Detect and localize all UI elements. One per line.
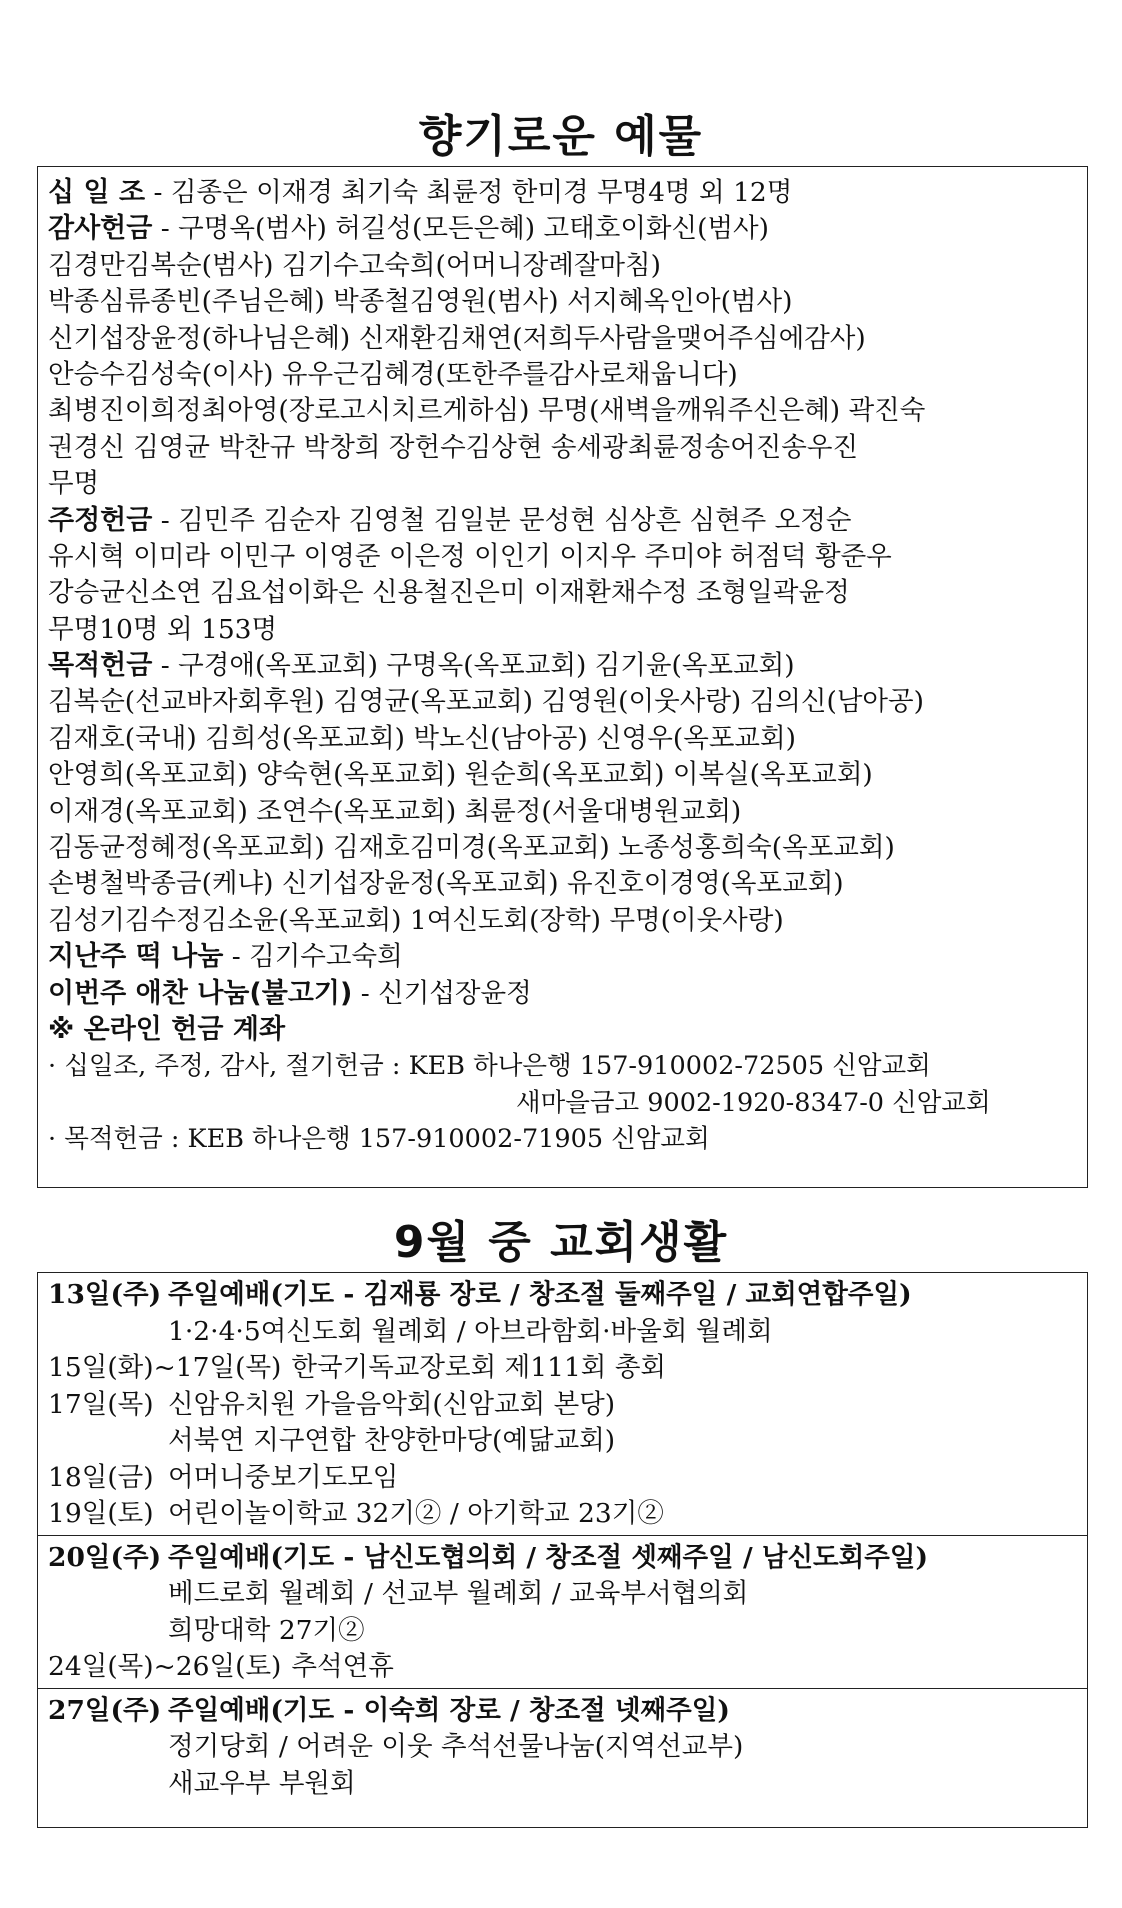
weekly-first: 김민주 김순자 김영철 김일분 문성현 심상흔 심현주 오정순 [178,504,852,536]
purpose-sep: - [152,650,179,682]
event-text: 주일예배(기도 - 이숙희 장로 / 창조절 넷째주일) [168,1694,730,1726]
purpose-line [38,648,1087,684]
event-text: 한국기독교장로회 제111회 총회 [291,1352,667,1383]
week-section [38,1273,1087,1535]
event-text: 희망대학 27기② [168,1614,365,1646]
event-row [38,1277,1087,1314]
purpose-names-line: 김성기김수정김소윤(옥포교회) 1여신도회(장학) 무명(이웃사랑) [48,904,784,936]
thanks-names-line: 권경신 김영균 박찬규 박창희 장헌수김상현 송세광최륜정송어진송우진 [48,431,859,463]
event-row [38,1496,1087,1533]
weekly-names-line: 유시혁 이미라 이민구 이영준 이은정 이인기 이지우 주미야 허점덕 황준우 [48,540,892,572]
purpose-names-line: 김재호(국내) 김희성(옥포교회) 박노신(남아공) 신영우(옥포교회) [48,722,796,754]
event-text: 서북연 지구연합 찬양한마당(예닮교회) [168,1425,616,1456]
thanks-sep: - [152,213,179,245]
calendar-box [37,1272,1088,1828]
event-row [38,1693,1087,1730]
offering-title: 향기로운 예물 [418,111,704,162]
event-text: 신암유치원 가을음악회(신암교회 본당) [168,1388,616,1420]
calendar-title: 9월 중 교회생활 [393,1217,729,1268]
event-text: 주일예배(기도 - 남신도협의회 / 창조절 셋째주일 / 남신도회주일) [168,1541,928,1573]
online-account-line: · 십일조, 주정, 감사, 절기헌금 : KEB 하나은행 157-910002-72505 신암교회 [48,1051,931,1082]
event-date: 18일(금) [48,1461,154,1493]
thanks-names-line: 무명 [48,468,100,500]
event-row [38,1350,1087,1387]
tithe-label: 십 일 조 [48,177,146,208]
lunch-line [38,976,1087,1012]
event-text: 베드로회 월례회 / 선교부 월례회 / 교육부서협의회 [168,1578,749,1609]
thanks-names-line: 신기섭장윤정(하나님은혜) 신재환김채연(저희두사람을맺어주심에감사) [48,322,866,354]
event-text: 새교우부 부원회 [168,1767,356,1799]
event-row [38,1387,1087,1424]
tithe-names: 김종은 이재경 최기숙 최륜정 한미경 무명4명 외 12명 [170,177,793,208]
thanks-line [38,211,1087,247]
purpose-names-line: 김복순(선교바자회후원) 김영균(옥포교회) 김영원(이웃사랑) 김의신(남아공) [48,686,924,718]
event-date: 19일(토) [48,1498,154,1529]
event-date: 17일(목) [48,1388,154,1420]
event-text: 정기당회 / 어려운 이웃 추석선물나눔(지역선교부) [168,1731,744,1762]
event-date [38,1576,168,1613]
event-row [38,1540,1087,1577]
thanks-names-line: 최병진이희정최아영(장로고시치르게하심) 무명(새벽을깨워주신은혜) 곽진숙 [48,395,926,427]
event-row [38,1576,1087,1613]
thanks-names-line: 박종심류종빈(주님은혜) 박종철김영원(범사) 서지혜옥인아(범사) [48,286,793,318]
offering-box [37,166,1088,1188]
event-row [38,1314,1087,1351]
event-row [38,1649,1087,1686]
event-date [38,1766,168,1803]
purpose-names-line: 안영희(옥포교회) 양숙현(옥포교회) 원순희(옥포교회) 이복실(옥포교회) [48,759,873,791]
event-date [38,1613,168,1650]
purpose-names-line: 손병철박종금(케냐) 신기섭장윤정(옥포교회) 유진호이경영(옥포교회) [48,868,844,900]
event-row [38,1613,1087,1650]
purpose-names-line: 이재경(옥포교회) 조연수(옥포교회) 최륜정(서울대병원교회) [48,795,742,827]
event-date: 20일(주) [48,1541,162,1573]
event-row [38,1460,1087,1497]
weekly-line [38,503,1087,539]
rice-cake-line [38,939,1087,975]
weekly-names-line: 무명10명 외 153명 [48,613,278,645]
online-account-line: 새마을금고 9002-1920-8347-0 신암교회 [516,1087,991,1118]
online-label-text: ※ 온라인 헌금 계좌 [48,1013,286,1045]
thanks-label: 감사헌금 [48,213,153,245]
event-text: 1·2·4·5여신도회 월례회 / 아브라함회·바울회 월례회 [168,1315,773,1347]
event-date: 13일(주) [48,1279,162,1310]
purpose-label: 목적헌금 [48,650,153,682]
weekly-label: 주정헌금 [48,504,153,536]
event-date: 27일(주) [48,1694,162,1726]
thanks-names-line: 안승수김성숙(이사) 유우근김혜경(또한주를감사로채웁니다) [48,358,738,390]
rice-cake-label: 지난주 떡 나눔 [48,941,224,973]
lunch-sep: - [352,977,379,1009]
event-row [38,1423,1087,1460]
lunch-label: 이번주 애찬 나눔(불고기) [48,977,353,1009]
event-date: 24일(목)~26일(토) [48,1651,282,1682]
lunch-names: 신기섭장윤정 [378,977,532,1009]
thanks-names-line: 김경만김복순(범사) 김기수고숙희(어머니장례잘마침) [48,249,661,281]
event-date [38,1729,168,1766]
event-date: 15일(화)~17일(목) [48,1352,282,1383]
weekly-names-line: 강승균신소연 김요섭이화은 신용철진은미 이재환채수정 조형일곽윤정 [48,577,850,609]
week-section [38,1535,1087,1688]
tithe-sep: - [145,177,171,208]
event-text: 추석연휴 [291,1651,394,1682]
week-section [38,1688,1087,1805]
event-date [38,1314,168,1351]
event-text: 어머니중보기도모임 [168,1461,399,1493]
tithe-line [38,175,1087,211]
online-label [38,1012,1087,1048]
event-text: 어린이놀이학교 32기② / 아기학교 23기② [168,1498,664,1529]
rice-cake-names: 김기수고숙희 [249,941,403,973]
thanks-first: 구명옥(범사) 허길성(모든은혜) 고태호이화신(범사) [178,213,769,245]
event-date [38,1423,168,1460]
weekly-sep: - [152,504,179,536]
rice-cake-sep: - [223,941,250,973]
purpose-names-line: 김동균정혜정(옥포교회) 김재호김미경(옥포교회) 노종성홍희숙(옥포교회) [48,832,895,864]
online-account-line: · 목적헌금 : KEB 하나은행 157-910002-71905 신암교회 [48,1124,710,1155]
purpose-first: 구경애(옥포교회) 구명옥(옥포교회) 김기윤(옥포교회) [178,650,795,682]
event-row [38,1766,1087,1803]
event-text: 주일예배(기도 - 김재룡 장로 / 창조절 둘째주일 / 교회연합주일) [168,1279,912,1310]
event-row [38,1729,1087,1766]
